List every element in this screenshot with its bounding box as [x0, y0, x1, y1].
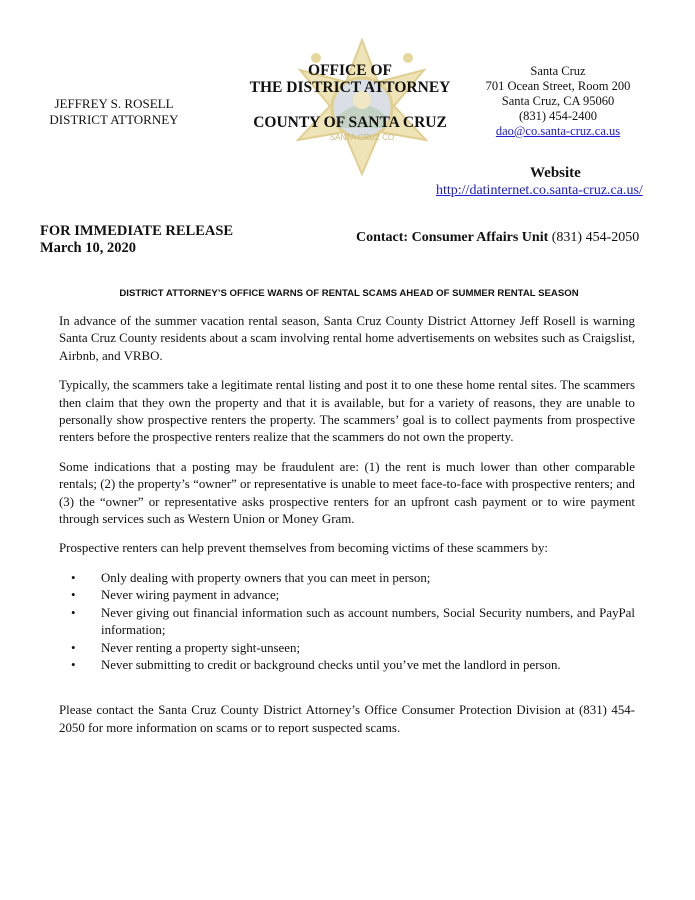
da-title: DISTRICT ATTORNEY [49, 112, 179, 127]
bullet-icon: • [71, 640, 76, 655]
email-link[interactable]: dao@co.santa-cruz.ca.us [495, 124, 621, 138]
da-name-block [22, 96, 206, 128]
release-label: FOR IMMEDIATE RELEASE [40, 223, 234, 239]
release-date: March 10, 2020 [40, 240, 136, 256]
address-block [478, 64, 638, 139]
list-item: • Never submitting to credit or background checks until you’ve met the landlord in person. [101, 657, 635, 674]
seal-text: SANTA CRUZ CO [329, 133, 395, 142]
office-line-1: OFFICE OF [308, 62, 392, 79]
bullet-icon: • [71, 570, 76, 585]
contact-unit: Consumer Affairs Unit [411, 230, 549, 245]
address-street: 701 Ocean Street, Room 200 [485, 79, 631, 93]
paragraph: Prospective renters can help prevent themselves from becoming victims of these scammers by: [59, 541, 548, 556]
list-item: • Only dealing with property owners that you can meet in person; [101, 570, 635, 587]
website-label: Website [530, 165, 581, 181]
paragraph: In advance of the summer vacation rental season, Santa Cruz County District Attorney Jeff Rosell is warning Santa Cruz County residents about a scam involving rental home advertisements on websites such as Craigslist, Airbnb, and VRBO. [59, 314, 635, 363]
da-name: JEFFREY S. ROSELL [54, 96, 174, 111]
press-body [59, 313, 635, 749]
paragraph: Typically, the scammers take a legitimate rental listing and post it to one these home rental sites. The scammers then claim that they own the property and that it is available, but for a variety of reasons, they are unable to personally show prospective renters the property. The scammers’ goal is to collect payments from prospective renters before the prospective renters realize that the scammers do not own the property. [59, 378, 635, 445]
release-block [40, 223, 233, 257]
address-phone: (831) 454-2400 [518, 109, 598, 123]
list-item: • Never renting a property sight-unseen; [101, 640, 635, 657]
bullet-icon: • [71, 605, 76, 620]
contact-label: Contact: [356, 230, 409, 245]
address-citystate: Santa Cruz, CA 95060 [501, 94, 615, 108]
bullet-icon: • [71, 588, 76, 603]
paragraph: Some indications that a posting may be fraudulent are: (1) the rent is much lower than other comparable rentals; (2) the property’s “owner” or representative is unable to meet face-to-face with prospective renters; and (3) the “owner” or representative asks prospective renters for an upfront cash payment or to wire payment through services such as Western Union or Money Gram. [59, 459, 635, 527]
office-line-2: THE DISTRICT ATTORNEY [249, 79, 451, 96]
list-item: • Never giving out financial information such as account numbers, Social Security numbers, and PayPal information; [71, 605, 635, 638]
county-name: COUNTY OF SANTA CRUZ [253, 114, 447, 131]
website-link[interactable]: http://datinternet.co.santa-cruz.ca.us/ [436, 183, 643, 198]
address-city: Santa Cruz [530, 64, 586, 78]
office-title [224, 62, 476, 131]
tips-list [59, 570, 635, 674]
list-item: • Never wiring payment in advance; [101, 587, 635, 604]
press-headline: DISTRICT ATTORNEY’S OFFICE WARNS OF RENTAL SCAMS AHEAD OF SUMMER RENTAL SEASON [119, 288, 579, 299]
bullet-icon: • [71, 657, 76, 672]
contact-line [356, 230, 639, 246]
contact-phone: (831) 454-2050 [551, 230, 640, 245]
closing-paragraph: Please contact the Santa Cruz County District Attorney’s Office Consumer Protection Division at (831) 454-2050 for more information on scams or to report suspected scams. [59, 703, 635, 735]
